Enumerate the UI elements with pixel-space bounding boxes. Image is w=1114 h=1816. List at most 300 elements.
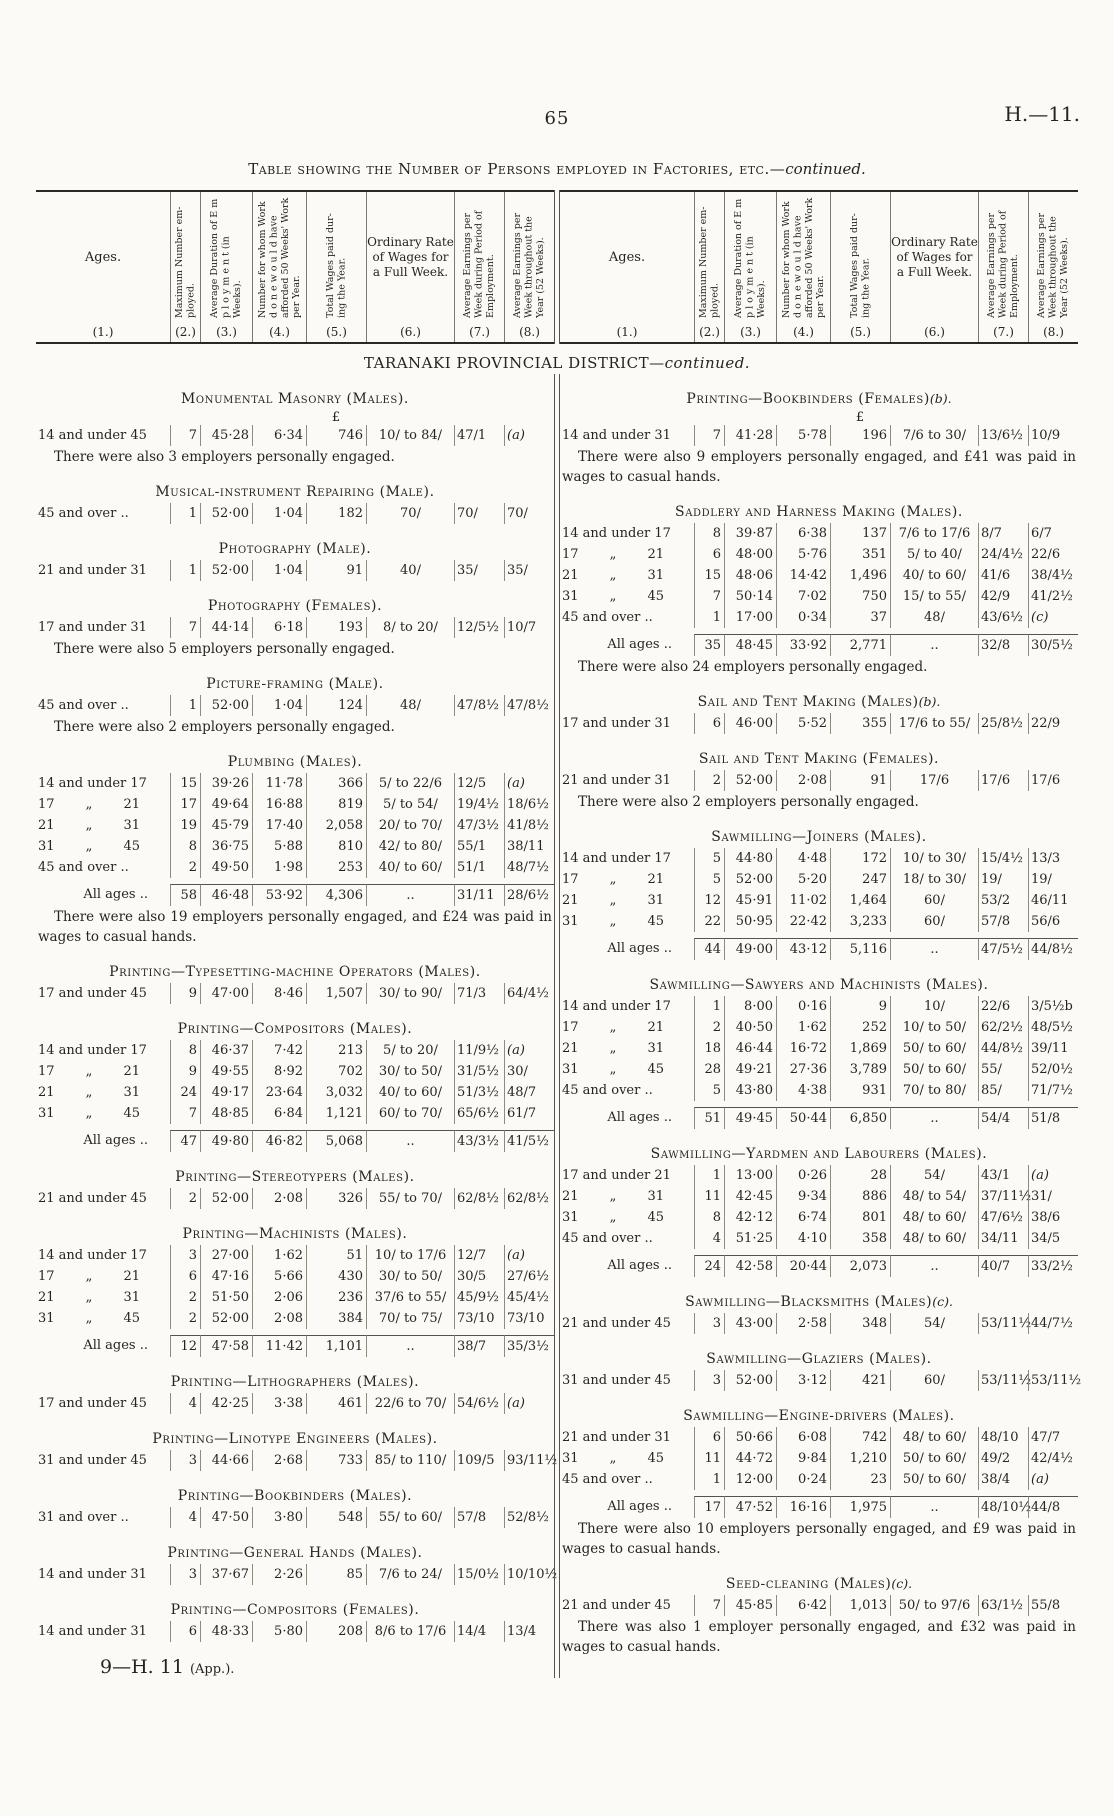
table-row [36,773,554,794]
cell: 0·16 [776,996,830,1017]
industry-section [560,829,1078,960]
age-range-split [562,890,664,911]
cell: 44·14 [200,617,252,638]
cell: 49·50 [200,857,252,878]
cell: 30/ to 50/ [366,1266,454,1287]
cell: 2 [170,1287,200,1308]
cell: 750 [830,586,890,607]
age-range-cell [560,565,694,586]
cell: 7 [694,586,724,607]
district-heading-continued: continued. [664,354,751,372]
age-range-cell: 14 and under 45 [38,428,147,443]
cell: 2 [170,1308,200,1329]
cell: 48/5½ [1028,1017,1078,1038]
section-title: Printing—Lithographers (Males). [170,1374,420,1390]
header-column-number: (6.) [400,325,421,339]
cell: 14·42 [776,565,830,586]
cell: 31/ [1028,1186,1078,1207]
page-footer-main: 9—H. 11 [100,1656,190,1678]
age-range-part: 45 [647,914,664,929]
age-range-part: 45 [647,1451,664,1466]
cell: 55/8 [1028,1595,1078,1616]
cell: 11 [694,1186,724,1207]
table-row [560,565,1078,586]
age-range-part: 31 [647,1189,664,1204]
header-column-number: (4.) [793,325,814,339]
age-range-part: „ [609,1020,617,1035]
cell: 54/ [890,1165,978,1186]
cell: 28/6½ [504,884,554,906]
table-header-left [36,190,554,344]
cell: 10/ [890,996,978,1017]
cell: 13·00 [724,1165,776,1186]
age-range-part: 21 [38,1290,55,1305]
cell: 50/ to 60/ [890,1469,978,1490]
age-range-part: „ [609,568,617,583]
cell: 93/11½ [504,1450,554,1471]
cell: 1,210 [830,1448,890,1469]
table-row [560,713,1078,734]
cell: 15 [170,773,200,794]
table-total-row [36,1335,554,1357]
cell [724,410,776,425]
cell: 44·72 [724,1448,776,1469]
cell: 733 [306,1450,366,1471]
footnote-marker: (c) [1031,610,1049,625]
cell: 0·26 [776,1165,830,1186]
cell: 1,464 [830,890,890,911]
cell: 19 [170,815,200,836]
cell: 0·34 [776,607,830,628]
age-range-part: 31 [562,1210,579,1225]
cell: 196 [830,425,890,446]
cell: 1 [694,1165,724,1186]
age-range-cell [36,794,170,815]
cell: 11·42 [252,1335,306,1357]
header-column-label: Ages. [608,250,646,265]
age-range-cell: 21 and under 31 [562,1430,671,1445]
cell: 6·84 [252,1103,306,1124]
table-row [560,544,1078,565]
age-range-cell [560,869,694,890]
age-range-cell [36,1061,170,1082]
age-range-part: „ [85,797,93,812]
footnote-marker: (a) [1031,1168,1049,1183]
cell: 7/6 to 17/6 [890,523,978,544]
age-range-cell: 14 and under 17 [38,776,147,791]
section-note: There were also 19 employers personally engaged, and £24 was paid in wages to casual hands. [38,909,552,945]
cell: 11/9½ [454,1040,504,1061]
table-row [36,1564,558,1585]
cell: 47/8½ [454,695,504,716]
table-row [560,1186,1078,1207]
cell: 58 [170,884,200,906]
cell: 5·20 [776,869,830,890]
cell: 85/ [978,1080,1028,1101]
cell: 48·85 [200,1103,252,1124]
cell: 52/0½ [1028,1059,1078,1080]
cell [170,410,200,425]
section-title-text: Sail and Tent Making (Males) [697,694,919,710]
cell [1028,607,1078,628]
table-row [36,1188,554,1209]
cell: 5·88 [252,836,306,857]
section-title: Sail and Tent Making (Females). [698,751,940,767]
cell: 1,121 [306,1103,366,1124]
cell: 52·00 [200,1308,252,1329]
industry-section [36,484,554,524]
age-range-cell: 21 and under 31 [562,773,671,788]
cell: 44/8½ [978,1038,1028,1059]
table-total-row [36,1130,554,1152]
cell: .. [890,938,978,960]
age-range-part: 31 [562,1062,579,1077]
cell: 41/6 [978,565,1028,586]
page-footer-app: (App.). [189,1662,235,1677]
cell: 32/8 [978,634,1028,656]
header-column-label: Ordinary Rate of Wages for a Full Week. [891,235,978,279]
section-note: There were also 5 employers personally engaged. [54,641,395,657]
cell: 10/ to 84/ [366,425,454,446]
age-range-part: „ [609,1451,617,1466]
age-range-part: 31 [562,1451,579,1466]
table-row [36,983,554,1004]
age-range-cell: All ages .. [83,1133,148,1148]
age-range-split [38,836,140,857]
age-range-part: 31 [647,893,664,908]
age-range-part: 21 [647,547,664,562]
section-title: Sawmilling—Joiners (Males). [711,829,927,845]
cell: 51/8 [1028,1107,1078,1129]
cell: 430 [306,1266,366,1287]
cell: 35/ [454,560,504,581]
age-range-part: 31 [123,1085,140,1100]
cell: .. [366,1130,454,1152]
section-title: Printing—Compositors (Males). [177,1021,413,1037]
age-range-split [562,911,664,932]
cell [504,1040,554,1061]
cell: 70/ to 75/ [366,1308,454,1329]
cell: 60/ to 70/ [366,1103,454,1124]
table-row [560,425,1078,446]
cell: 8/ to 20/ [366,617,454,638]
cell: 931 [830,1080,890,1101]
cell: 1,975 [830,1496,890,1518]
age-range-cell: 21 and under 45 [38,1191,147,1206]
section-note: There were also 24 employers personally engaged. [578,659,928,675]
age-range-part: „ [85,1064,93,1079]
cell: 9·84 [776,1448,830,1469]
age-range-cell [560,1017,694,1038]
page-footer [36,1656,554,1678]
cell: 17·00 [724,607,776,628]
cell: 3 [170,1450,200,1471]
cell: 6,850 [830,1107,890,1129]
cell: 4·48 [776,848,830,869]
cell: 2·68 [252,1450,306,1471]
cell: 15/ to 55/ [890,586,978,607]
table-row [560,1469,1078,1490]
cell: 2 [170,1188,200,1209]
age-range-cell: 14 and under 17 [38,1043,147,1058]
cell: 5/ to 20/ [366,1040,454,1061]
age-range-cell: 14 and under 31 [38,1624,147,1639]
district-heading-main: TARANAKI PROVINCIAL DISTRICT— [363,354,665,372]
industry-section [560,751,1078,812]
cell: 208 [306,1621,366,1642]
age-range-cell [560,890,694,911]
cell: 3,789 [830,1059,890,1080]
age-range-part: 45 [123,839,140,854]
cell: 39·87 [724,523,776,544]
age-range-cell [36,1082,170,1103]
cell: 42/4½ [1028,1448,1078,1469]
section-title [560,391,1078,407]
cell: 1 [694,607,724,628]
cell [1028,1165,1078,1186]
currency-row [36,410,554,425]
cell: 54/6½ [454,1393,504,1414]
industry-section [560,977,1078,1129]
age-range-part: 45 [123,1311,140,1326]
cell: 30/5 [454,1266,504,1287]
age-range-cell: All ages .. [607,1110,672,1125]
cell: 3·38 [252,1393,306,1414]
cell: 50/ to 60/ [890,1038,978,1059]
industry-section [560,1408,1078,1559]
age-range-part: 17 [38,1269,55,1284]
age-range-cell: 17 and under 31 [562,716,671,731]
table-row [560,523,1078,544]
cell: 6·34 [252,425,306,446]
age-range-part: 21 [562,568,579,583]
section-title: Picture-framing (Male). [206,676,384,692]
cell: 54/4 [978,1107,1028,1129]
section-title: Printing—Bookbinders (Males). [177,1488,413,1504]
cell: 193 [306,617,366,638]
footnote-marker: (a) [507,428,525,443]
cell: 24 [694,1255,724,1277]
cell: .. [890,1107,978,1129]
table-row [36,1287,554,1308]
age-range-cell: All ages .. [83,1338,148,1353]
cell: 886 [830,1186,890,1207]
age-range-cell: All ages .. [607,941,672,956]
cell: 5·78 [776,425,830,446]
age-range-split [38,815,140,836]
age-range-split [562,1059,664,1080]
header-column [252,192,306,342]
cell: 358 [830,1228,890,1249]
cell: 12 [170,1335,200,1357]
table-row [560,869,1078,890]
table-row [36,794,554,815]
age-range-cell [560,1186,694,1207]
cell: 55/ to 60/ [366,1507,454,1528]
table-body [0,374,1114,1678]
industry-section [36,598,554,659]
age-range-cell: 14 and under 17 [562,851,671,866]
section-footnote-marker: (b). [918,694,941,709]
cell: 1 [694,996,724,1017]
header-column-label: Total Wages paid dur- ing the Year. [849,213,872,318]
cell: 4 [694,1228,724,1249]
age-range-cell: 17 and under 45 [38,1396,147,1411]
cell: 18/6½ [504,794,554,815]
section-title: Printing—Machinists (Males). [182,1226,408,1242]
age-range-cell: All ages .. [607,1499,672,1514]
cell: 30/ to 90/ [366,983,454,1004]
section-title-text: Seed-cleaning (Males) [725,1576,892,1592]
cell: 47·16 [200,1266,252,1287]
age-range-cell [36,836,170,857]
cell: 31/5½ [454,1061,504,1082]
cell: 12/5½ [454,617,504,638]
cell: 7 [694,425,724,446]
cell: 8 [694,523,724,544]
table-row [560,1228,1078,1249]
cell: 85 [306,1564,366,1585]
age-range-part: 31 [647,568,664,583]
header-column-label: Total Wages paid dur- ing the Year. [325,213,348,318]
right-column [560,374,1082,1678]
table-row [560,1427,1078,1448]
cell: 22·42 [776,911,830,932]
age-range-part: „ [609,547,617,562]
cell: 11·78 [252,773,306,794]
cell: 43/3½ [454,1130,504,1152]
cell: 33/2½ [1028,1255,1078,1277]
cell: 46·48 [200,884,252,906]
header-column-number: (8.) [519,325,540,339]
section-title: Printing—Typesetting-machine Operators (Males). [109,964,481,980]
cell: 63/1½ [978,1595,1028,1616]
cell: 27/6½ [504,1266,554,1287]
age-range-part: 45 [647,1210,664,1225]
age-range-part: 31 [38,1106,55,1121]
cell: 43·80 [724,1080,776,1101]
industry-section [560,391,1078,487]
cell [504,410,554,425]
age-range-cell: 21 and under 45 [562,1598,671,1613]
cell: 45/9½ [454,1287,504,1308]
table-total-row [560,1496,1078,1518]
section-note: There was also 1 employer personally engaged, and £32 was paid in wages to casual hands. [562,1619,1076,1655]
section-title [560,694,1078,710]
cell: 50·66 [724,1427,776,1448]
cell: 52·00 [724,1370,776,1391]
industry-section [36,1226,554,1357]
cell: 10/ to 50/ [890,1017,978,1038]
age-range-split [562,1038,664,1059]
cell: 37/6 to 55/ [366,1287,454,1308]
cell: 548 [306,1507,366,1528]
cell: 44·66 [200,1450,252,1471]
cell: 45/4½ [504,1287,554,1308]
cell: 48/7 [504,1082,554,1103]
cell: 48/10 [978,1427,1028,1448]
cell: 22/9 [1028,713,1078,734]
cell: 2·26 [252,1564,306,1585]
table-row [36,1061,554,1082]
cell: 39/11 [1028,1038,1078,1059]
section-title: Photography (Male). [218,541,372,557]
header-column-label: Average Earnings per Week throughout the Year (52 Weeks). [1036,212,1071,318]
section-note: There were also 9 employers personally engaged, and £41 was paid in wages to casual hands. [562,449,1076,485]
cell: 23 [830,1469,890,1490]
cell: 47/7 [1028,1427,1078,1448]
cell: 742 [830,1427,890,1448]
cell: 62/8½ [504,1188,554,1209]
age-range-part: 31 [647,1041,664,1056]
industry-section [36,541,554,581]
cell: 7 [170,425,200,446]
cell: 19/ [978,869,1028,890]
cell: 49·00 [724,938,776,960]
age-range-cell [560,1059,694,1080]
cell: 46·82 [252,1130,306,1152]
cell: 33·92 [776,634,830,656]
header-column-label: Average Duration of E m p l o y m e n t (in Weeks). [733,198,768,318]
industry-section [560,1294,1078,1334]
cell: 2 [170,857,200,878]
cell: 41/8½ [504,815,554,836]
age-range-cell: 45 and over .. [38,506,129,521]
cell: 9 [830,996,890,1017]
table-row [36,1266,554,1287]
cell: 49·45 [724,1107,776,1129]
section-note: There were also 3 employers personally engaged. [54,449,395,465]
cell: 5/ to 22/6 [366,773,454,794]
age-range-split [562,1017,664,1038]
age-range-cell: 14 and under 31 [562,428,671,443]
cell: 49·64 [200,794,252,815]
cell: 3·12 [776,1370,830,1391]
cell: 38/4½ [1028,565,1078,586]
page-title [0,160,1114,178]
cell: 36·75 [200,836,252,857]
cell: 1·62 [776,1017,830,1038]
table-row [560,911,1078,932]
section-title: Musical-instrument Repairing (Male). [155,484,435,500]
cell [776,410,830,425]
cell: 52·00 [724,869,776,890]
cell: 236 [306,1287,366,1308]
cell: 1 [170,503,200,524]
table-row [36,1040,554,1061]
header-column-label: Ages. [84,250,122,265]
age-range-part: 21 [123,1269,140,1284]
table-row [560,1448,1078,1469]
cell: 42·45 [724,1186,776,1207]
age-range-part: 31 [123,1290,140,1305]
age-range-split [562,1186,664,1207]
table-total-row [36,884,554,906]
cell: 49·17 [200,1082,252,1103]
cell: 52·00 [200,695,252,716]
cell: 25/8½ [978,713,1028,734]
cell: .. [366,1335,454,1357]
cell: 22/6 [978,996,1028,1017]
cell: 53·92 [252,884,306,906]
section-title: Sawmilling—Yardmen and Labourers (Males). [650,1146,988,1162]
table-row [36,1621,554,1642]
cell: 50·44 [776,1107,830,1129]
cell: 48/ to 60/ [890,1228,978,1249]
cell: 40/ to 60/ [890,565,978,586]
cell: 51 [306,1245,366,1266]
cell: 6·38 [776,523,830,544]
